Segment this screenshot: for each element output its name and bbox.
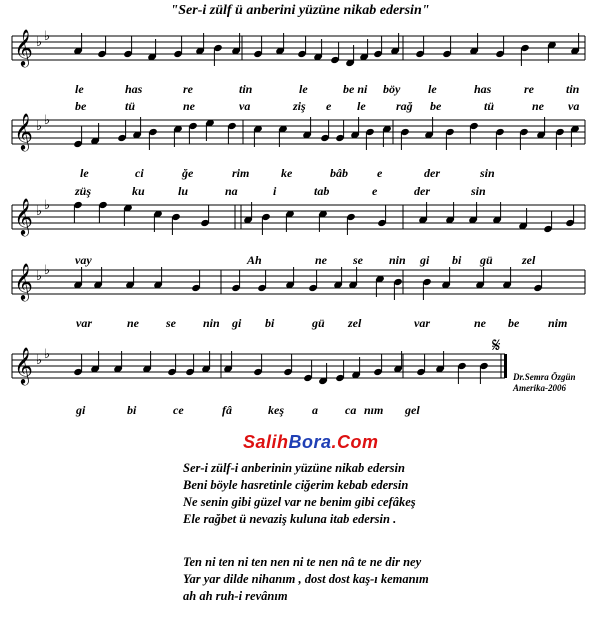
flat-icon: ♭: [36, 353, 43, 368]
lyric-syllable: var: [76, 316, 92, 330]
lyric-syllable: le: [299, 82, 308, 96]
lyric-syllable: der: [424, 166, 440, 180]
lyric-syllable: ne: [127, 316, 139, 330]
song-title: "Ser-i zülf ü anberini yüzüne nikab edersin": [170, 3, 430, 18]
lyric-syllable: nin: [389, 253, 406, 267]
lyric-syllable: zel: [348, 316, 362, 330]
lyric-syllable: na: [225, 184, 238, 198]
lyric-syllable: gi: [232, 316, 242, 330]
lyric-syllable: bi: [265, 316, 275, 330]
lyric-syllable: gi: [76, 403, 86, 417]
treble-clef-icon: 𝄞: [14, 346, 33, 384]
poem-line: Beni böyle hasretinle ciğerim kebab edersin: [183, 478, 409, 492]
lyric-syllable: e: [372, 184, 378, 198]
lyric-syllable: gi: [420, 253, 430, 267]
lyric-syllable: ke: [281, 166, 293, 180]
lyric-syllable: ne: [183, 99, 195, 113]
lyric-syllable: vay: [75, 253, 92, 267]
lyric-syllable: rağ: [396, 99, 413, 113]
poem-stanza-1: [183, 460, 416, 528]
flat-icon: ♭: [36, 35, 43, 50]
treble-clef-icon: 𝄞: [14, 28, 33, 66]
lyric-syllable: be: [430, 99, 442, 113]
poem-line: Ten ni ten ni ten nen ni te nen nâ te ne dir ney: [183, 555, 422, 569]
lyric-syllable: tin: [239, 82, 253, 96]
lyric-syllable: zel: [522, 253, 536, 267]
lyric-syllable: se: [353, 253, 363, 267]
staff-1: [12, 28, 585, 67]
lyric-syllable: be: [508, 316, 520, 330]
flat-icon: ♭: [36, 119, 43, 134]
flat-icon: ♭: [44, 198, 51, 213]
lyric-syllable: le: [428, 82, 437, 96]
lyric-syllable: le: [80, 166, 89, 180]
lyric-syllable: ne: [532, 99, 544, 113]
staff-3: [12, 197, 585, 236]
lyric-syllable: has: [474, 82, 492, 96]
lyric-syllable: tin: [566, 82, 580, 96]
lyric-syllable: böy: [383, 82, 401, 96]
poem-line: Ele rağbet ü nevaziş kuluna itab edersin .: [183, 512, 397, 526]
treble-clef-icon: 𝄞: [14, 262, 33, 300]
lyric-syllable: e: [377, 166, 383, 180]
lyric-syllable: ziş: [293, 99, 306, 113]
lyric-syllable: nım: [364, 403, 384, 417]
lyric-syllable: gel: [405, 403, 420, 417]
lyric-syllable: tab: [314, 184, 330, 198]
treble-clef-icon: 𝄞: [14, 197, 33, 235]
flat-icon: ♭: [44, 113, 51, 128]
poem-line: Yar yar dilde nihanım , dost dost kaş-ı kemanım: [183, 572, 429, 586]
credit-author: Dr.Semra Özgün: [513, 372, 576, 382]
lyric-syllable: le: [357, 99, 366, 113]
logo-part-2: Bora: [288, 432, 332, 452]
lyric-syllable: züş: [75, 184, 92, 198]
site-logo: [243, 432, 379, 453]
poem-line: Ser-i zülf-i anberinin yüzüne nikab edersin: [183, 461, 405, 475]
flat-icon: ♭: [44, 29, 51, 44]
lyric-syllable: be ni: [343, 82, 368, 96]
lyric-syllable: re: [524, 82, 534, 96]
lyric-syllable: ğe: [182, 166, 194, 180]
lyric-syllable: sin: [480, 166, 495, 180]
lyric-syllable: ne: [474, 316, 486, 330]
lyric-syllable: Ah: [247, 253, 262, 267]
lyric-syllable: fâ: [222, 403, 232, 417]
logo-part-1: Salih: [243, 432, 289, 452]
lyric-syllable: i: [273, 184, 277, 198]
lyric-syllable: der: [414, 184, 430, 198]
lyric-syllable: rim: [232, 166, 250, 180]
lyric-syllable: a: [312, 403, 318, 417]
lyric-syllable: bi: [452, 253, 462, 267]
poem-stanza-2: [183, 554, 429, 605]
flat-icon: ♭: [36, 269, 43, 284]
lyric-syllable: e: [326, 99, 332, 113]
flat-icon: ♭: [44, 347, 51, 362]
lyric-syllable: keş: [268, 403, 284, 417]
credit-place: Amerika-2006: [513, 383, 566, 393]
flat-icon: ♭: [36, 204, 43, 219]
lyric-syllable: se: [166, 316, 176, 330]
lyric-syllable: nin: [203, 316, 220, 330]
lyric-syllable: ce: [173, 403, 184, 417]
lyric-syllable: bâb: [330, 166, 348, 180]
poem-line: Ne senin gibi güzel var ne benim gibi cefâkeş: [183, 495, 416, 509]
lyric-syllable: gü: [480, 253, 493, 267]
lyric-syllable: var: [414, 316, 430, 330]
lyric-syllable: re: [183, 82, 193, 96]
lyric-syllable: nim: [548, 316, 568, 330]
flat-icon: ♭: [44, 263, 51, 278]
staff-5: [12, 333, 507, 385]
lyric-syllable: ci: [135, 166, 144, 180]
lyric-syllable: le: [75, 82, 84, 96]
lyric-syllable: ca: [345, 403, 357, 417]
lyric-syllable: tü: [484, 99, 495, 113]
lyric-syllable: ne: [315, 253, 327, 267]
poem-line: ah ah ruh-i revânım: [183, 589, 288, 603]
lyric-syllable: gü: [312, 316, 325, 330]
lyric-syllable: has: [125, 82, 143, 96]
lyric-syllable: va: [568, 99, 580, 113]
lyric-syllable: ku: [132, 184, 145, 198]
lyric-syllable: lu: [178, 184, 189, 198]
logo-part-3: .Com: [331, 432, 379, 452]
staff-2: [12, 112, 585, 151]
treble-clef-icon: 𝄞: [14, 112, 33, 150]
staff-4: [12, 262, 585, 301]
lyric-syllable: sin: [471, 184, 486, 198]
segno-icon: 𝄋: [492, 333, 501, 357]
lyric-syllable: be: [75, 99, 87, 113]
lyric-syllable: va: [239, 99, 251, 113]
lyric-syllable: bi: [127, 403, 137, 417]
lyric-syllable: tü: [125, 99, 136, 113]
